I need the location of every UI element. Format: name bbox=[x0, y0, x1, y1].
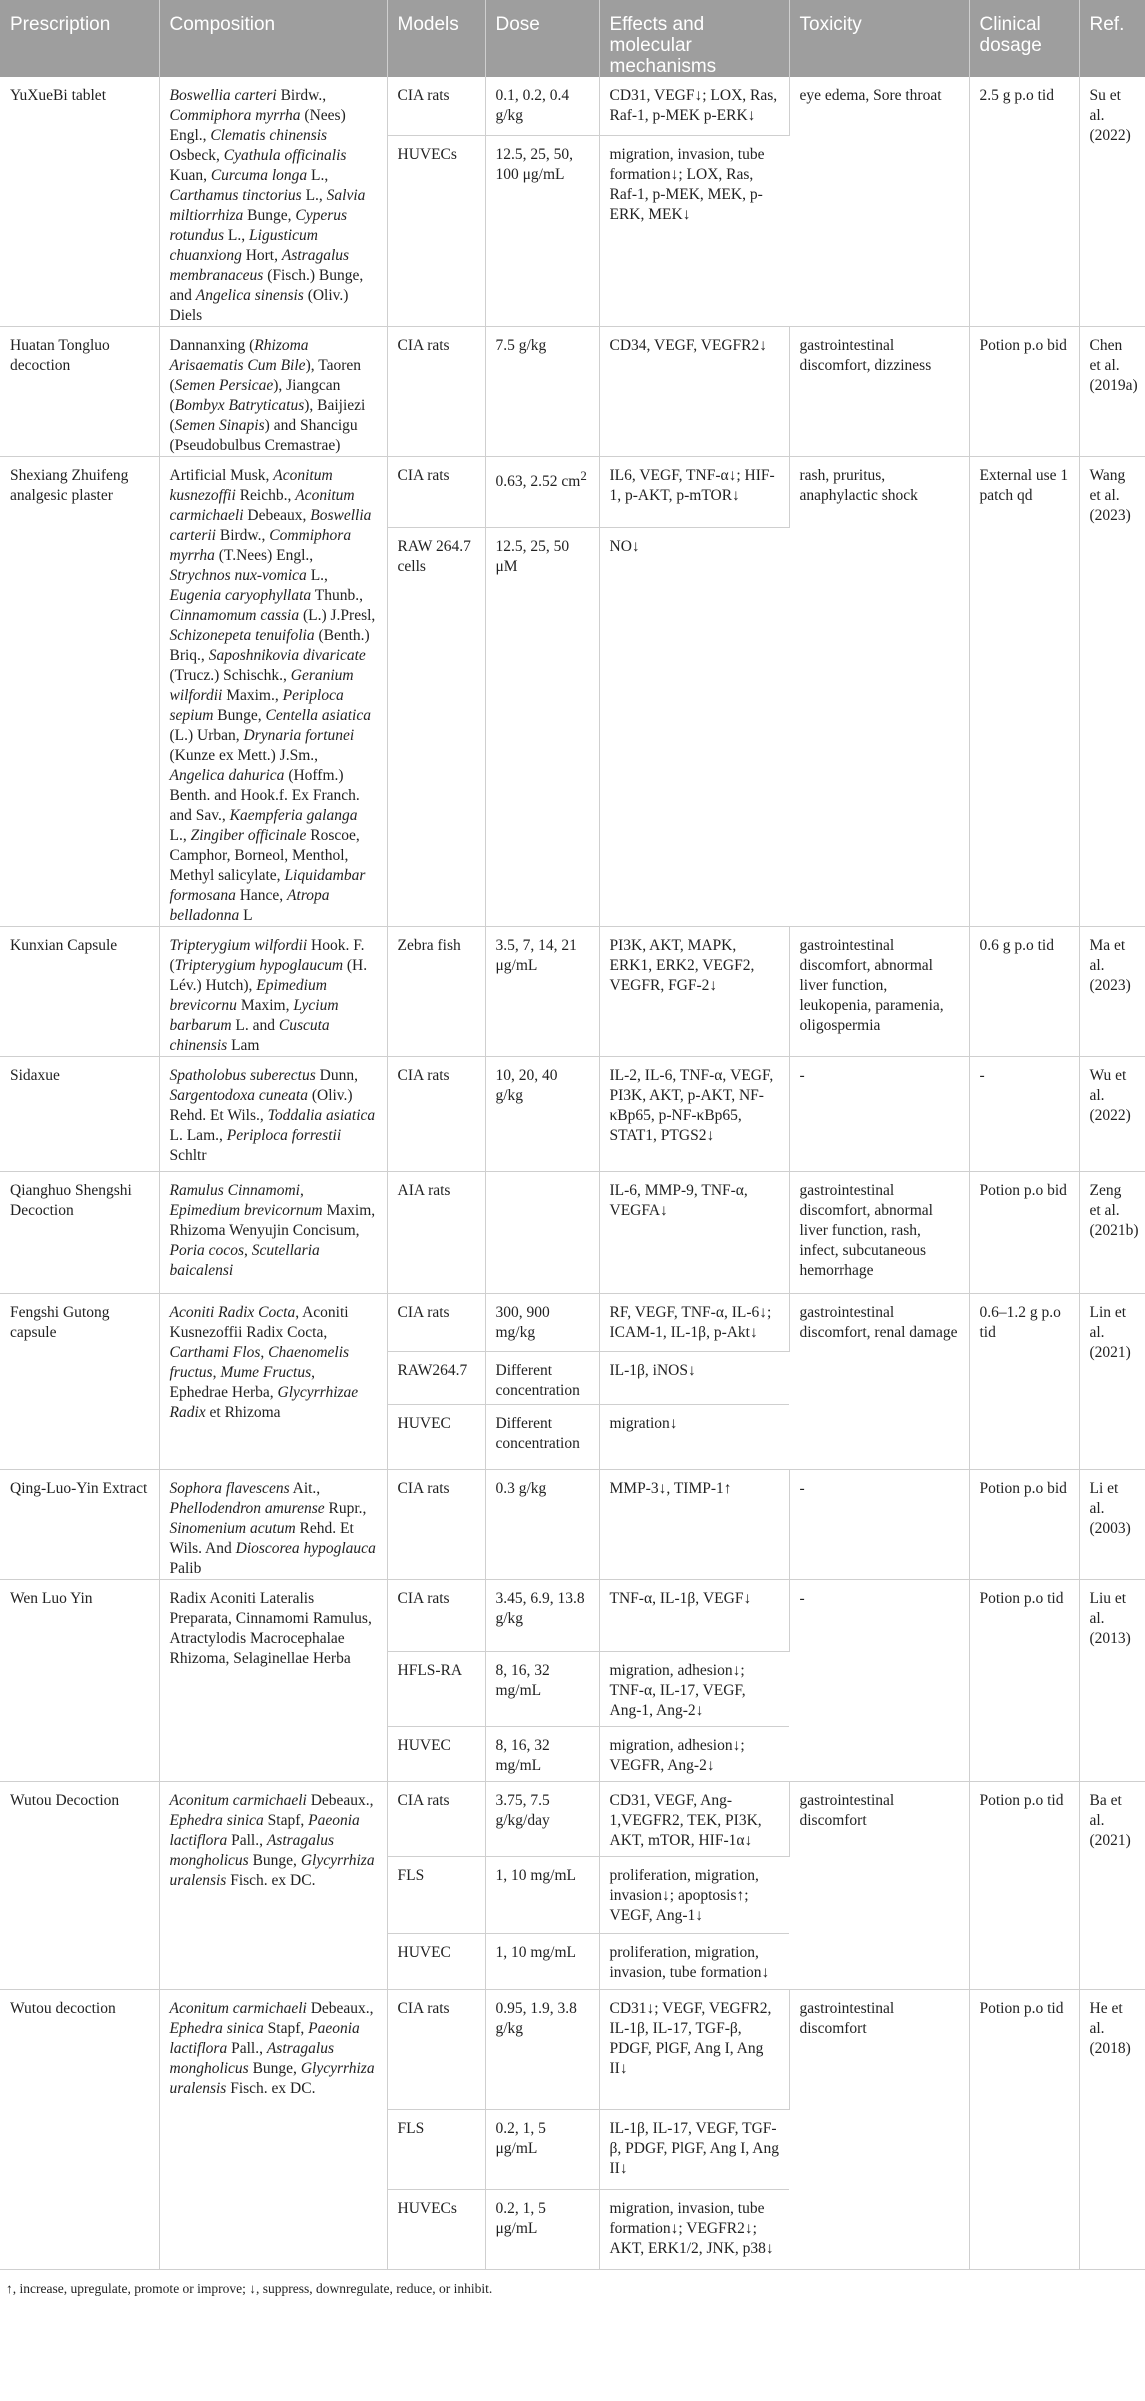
cell-dose: 12.5, 25, 50, 100 μg/mL bbox=[485, 136, 599, 327]
table-row bbox=[0, 1580, 1145, 1652]
cell-toxicity: - bbox=[789, 1057, 969, 1172]
cell-dose: 0.3 g/kg bbox=[485, 1470, 599, 1580]
cell-toxicity: - bbox=[789, 1580, 969, 1782]
cell-toxicity: eye edema, Sore throat bbox=[789, 77, 969, 327]
cell-ref: Wang et al. (2023) bbox=[1079, 457, 1145, 927]
cell-dose: 0.2, 1, 5 μg/mL bbox=[485, 2110, 599, 2190]
cell-toxicity: gastrointestinal discomfort bbox=[789, 1782, 969, 1990]
cell-effects: MMP-3↓, TIMP-1↑ bbox=[599, 1470, 789, 1580]
cell-effects: NO↓ bbox=[599, 528, 789, 927]
cell-prescription: Wutou Decoction bbox=[0, 1782, 159, 1990]
table-row bbox=[0, 1172, 1145, 1294]
table-row bbox=[0, 1057, 1145, 1172]
cell-dose: 7.5 g/kg bbox=[485, 327, 599, 457]
cell-composition: Tripterygium wilfordii Hook. F. (Tripterygium hypoglaucum (H. Lév.) Hutch), Epimedium brevicornu Maxim, Lycium barbarum L. and Cuscuta chinensis Lam bbox=[159, 927, 387, 1057]
cell-effects: IL-1β, iNOS↓ bbox=[599, 1352, 789, 1405]
cell-dose: 0.63, 2.52 $cm^2$ bbox=[485, 457, 599, 528]
cell-ref: He et al. (2018) bbox=[1079, 1990, 1145, 2270]
cell-effects: migration↓ bbox=[599, 1405, 789, 1470]
cell-model: HUVEC bbox=[387, 1727, 485, 1782]
table-row bbox=[0, 457, 1145, 528]
cell-clinical-dosage: - bbox=[969, 1057, 1079, 1172]
cell-model: CIA rats bbox=[387, 327, 485, 457]
cell-ref: Li et al. (2003) bbox=[1079, 1470, 1145, 1580]
header-models: Models bbox=[387, 0, 485, 77]
cell-dose: 1, 10 mg/mL bbox=[485, 1857, 599, 1934]
cell-effects: migration, invasion, tube formation↓; LOX, Ras, Raf-1, p-MEK, MEK, p-ERK, MEK↓ bbox=[599, 136, 789, 327]
cell-dose: 0.2, 1, 5 μg/mL bbox=[485, 2190, 599, 2270]
cell-effects: IL-2, IL-6, TNF-α, VEGF, PI3K, AKT, p-AKT, NF-κBp65, p-NF-κBp65, STAT1, PTGS2↓ bbox=[599, 1057, 789, 1172]
table-row bbox=[0, 77, 1145, 136]
cell-model: CIA rats bbox=[387, 1782, 485, 1857]
cell-composition: Spatholobus suberectus Dunn, Sargentodoxa cuneata (Oliv.) Rehd. Et Wils., Toddalia asiatica L. Lam., Periploca forrestii Schltr bbox=[159, 1057, 387, 1172]
cell-dose: 3.45, 6.9, 13.8 g/kg bbox=[485, 1580, 599, 1652]
cell-prescription: Fengshi Gutong capsule bbox=[0, 1294, 159, 1470]
table-body bbox=[0, 77, 1145, 2270]
header-toxicity: Toxicity bbox=[789, 0, 969, 77]
cell-model: CIA rats bbox=[387, 1470, 485, 1580]
cell-clinical-dosage: Potion p.o bid bbox=[969, 1470, 1079, 1580]
cell-prescription: Wutou decoction bbox=[0, 1990, 159, 2270]
cell-model: Zebra fish bbox=[387, 927, 485, 1057]
cell-toxicity: gastrointestinal discomfort, dizziness bbox=[789, 327, 969, 457]
cell-clinical-dosage: External use 1 patch qd bbox=[969, 457, 1079, 927]
cell-dose: 0.95, 1.9, 3.8 g/kg bbox=[485, 1990, 599, 2110]
cell-model: HUVECs bbox=[387, 136, 485, 327]
table-row bbox=[0, 1990, 1145, 2110]
cell-dose: 300, 900 mg/kg bbox=[485, 1294, 599, 1352]
cell-dose: 1, 10 mg/mL bbox=[485, 1934, 599, 1990]
cell-ref: Chen et al. (2019a) bbox=[1079, 327, 1145, 457]
cell-effects: proliferation, migration, invasion, tube formation↓ bbox=[599, 1934, 789, 1990]
table-header bbox=[0, 0, 1145, 77]
table-row bbox=[0, 1294, 1145, 1352]
cell-clinical-dosage: Potion p.o tid bbox=[969, 1782, 1079, 1990]
cell-ref: Wu et al. (2022) bbox=[1079, 1057, 1145, 1172]
cell-model: FLS bbox=[387, 2110, 485, 2190]
cell-toxicity: rash, pruritus, anaphylactic shock bbox=[789, 457, 969, 927]
cell-model: CIA rats bbox=[387, 1990, 485, 2110]
cell-composition: Aconitum carmichaeli Debeaux., Ephedra sinica Stapf, Paeonia lactiflora Pall., Astragalus mongholicus Bunge, Glycyrrhiza uralensis Fisch. ex DC. bbox=[159, 1990, 387, 2270]
cell-composition: Dannanxing (Rhizoma Arisaematis Cum Bile), Taoren (Semen Persicae), Jiangcan (Bombyx Batryticatus), Baijiezi (Semen Sinapis) and Shancigu (Pseudobulbus Cremastrae) bbox=[159, 327, 387, 457]
table-footnote: ↑, increase, upregulate, promote or improve; ↓, suppress, downregulate, reduce, or inhibit. bbox=[6, 2281, 493, 2296]
cell-dose: 3.75, 7.5 g/kg/day bbox=[485, 1782, 599, 1857]
cell-model: CIA rats bbox=[387, 1294, 485, 1352]
cell-model: CIA rats bbox=[387, 1057, 485, 1172]
cell-clinical-dosage: Potion p.o bid bbox=[969, 1172, 1079, 1294]
header-effects: Effects and molecular mechanisms bbox=[599, 0, 789, 77]
cell-effects: proliferation, migration, invasion↓; apoptosis↑; VEGF, Ang-1↓ bbox=[599, 1857, 789, 1934]
header-composition: Composition bbox=[159, 0, 387, 77]
table-row bbox=[0, 927, 1145, 1057]
cell-clinical-dosage: Potion p.o bid bbox=[969, 327, 1079, 457]
cell-prescription: Wen Luo Yin bbox=[0, 1580, 159, 1782]
cell-prescription: Kunxian Capsule bbox=[0, 927, 159, 1057]
cell-clinical-dosage: 0.6 g p.o tid bbox=[969, 927, 1079, 1057]
cell-effects: TNF-α, IL-1β, VEGF↓ bbox=[599, 1580, 789, 1652]
cell-ref: Ba et al. (2021) bbox=[1079, 1782, 1145, 1990]
cell-ref: Zeng et al. (2021b) bbox=[1079, 1172, 1145, 1294]
cell-effects: migration, adhesion↓; TNF-α, IL-17, VEGF, Ang-1, Ang-2↓ bbox=[599, 1652, 789, 1727]
cell-dose: Different concentration bbox=[485, 1352, 599, 1405]
cell-toxicity: - bbox=[789, 1470, 969, 1580]
cell-model: CIA rats bbox=[387, 77, 485, 136]
cell-effects: migration, adhesion↓; VEGFR, Ang-2↓ bbox=[599, 1727, 789, 1782]
cell-effects: CD31, VEGF↓; LOX, Ras, Raf-1, p-MEK p-ERK↓ bbox=[599, 77, 789, 136]
cell-clinical-dosage: 0.6–1.2 g p.o tid bbox=[969, 1294, 1079, 1470]
cell-effects: migration, invasion, tube formation↓; VEGFR2↓; AKT, ERK1/2, JNK, p38↓ bbox=[599, 2190, 789, 2270]
cell-dose: 12.5, 25, 50 μM bbox=[485, 528, 599, 927]
cell-ref: Ma et al. (2023) bbox=[1079, 927, 1145, 1057]
cell-model: AIA rats bbox=[387, 1172, 485, 1294]
cell-model: HUVECs bbox=[387, 2190, 485, 2270]
cell-clinical-dosage: Potion p.o tid bbox=[969, 1580, 1079, 1782]
cell-effects: RF, VEGF, TNF-α, IL-6↓; ICAM-1, IL-1β, p-Akt↓ bbox=[599, 1294, 789, 1352]
cell-toxicity: gastrointestinal discomfort, abnormal liver function, leukopenia, paramenia, oligospermia bbox=[789, 927, 969, 1057]
cell-model: CIA rats bbox=[387, 1580, 485, 1652]
cell-prescription: Qianghuo Shengshi Decoction bbox=[0, 1172, 159, 1294]
cell-model: RAW 264.7 cells bbox=[387, 528, 485, 927]
cell-effects: IL6, VEGF, TNF-α↓; HIF-1, p-AKT, p-mTOR↓ bbox=[599, 457, 789, 528]
cell-prescription: YuXueBi tablet bbox=[0, 77, 159, 327]
cell-composition: Aconiti Radix Cocta, Aconiti Kusnezoffii Radix Cocta, Carthami Flos, Chaenomelis fructus, Mume Fructus, Ephedrae Herba, Glycyrrhizae Radix et Rhizoma bbox=[159, 1294, 387, 1470]
cell-dose: 3.5, 7, 14, 21 μg/mL bbox=[485, 927, 599, 1057]
cell-toxicity: gastrointestinal discomfort bbox=[789, 1990, 969, 2270]
cell-composition: Boswellia carteri Birdw., Commiphora myrrha (Nees) Engl., Clematis chinensis Osbeck, Cyathula officinalis Kuan, Curcuma longa L., Carthamus tinctorius L., Salvia miltiorrhiza Bunge, Cyperus rotundus L., Ligusticum chuanxiong Hort, Astragalus membranaceus (Fisch.) Bunge, and Angelica sinensis (Oliv.) Diels bbox=[159, 77, 387, 327]
cell-composition: Ramulus Cinnamomi, Epimedium brevicornum Maxim, Rhizoma Wenyujin Concisum, Poria cocos, Scutellaria baicalensi bbox=[159, 1172, 387, 1294]
cell-effects: IL-1β, IL-17, VEGF, TGF-β, PDGF, PlGF, Ang I, Ang II↓ bbox=[599, 2110, 789, 2190]
cell-ref: Lin et al. (2021) bbox=[1079, 1294, 1145, 1470]
cell-model: CIA rats bbox=[387, 457, 485, 528]
cell-model: HUVEC bbox=[387, 1934, 485, 1990]
cell-prescription: Huatan Tongluo decoction bbox=[0, 327, 159, 457]
table-row bbox=[0, 327, 1145, 457]
header-dose: Dose bbox=[485, 0, 599, 77]
cell-composition: Sophora flavescens Ait., Phellodendron amurense Rupr., Sinomenium acutum Rehd. Et Wils. And Dioscorea hypoglauca Palib bbox=[159, 1470, 387, 1580]
cell-effects: PI3K, AKT, MAPK, ERK1, ERK2, VEGF2, VEGFR, FGF-2↓ bbox=[599, 927, 789, 1057]
cell-clinical-dosage: Potion p.o tid bbox=[969, 1990, 1079, 2270]
cell-ref: Liu et al. (2013) bbox=[1079, 1580, 1145, 1782]
header-ref: Ref. bbox=[1079, 0, 1145, 77]
cell-model: HUVEC bbox=[387, 1405, 485, 1470]
cell-ref: Su et al. (2022) bbox=[1079, 77, 1145, 327]
cell-dose bbox=[485, 1172, 599, 1294]
header-prescription: Prescription bbox=[0, 0, 159, 77]
cell-prescription: Sidaxue bbox=[0, 1057, 159, 1172]
cell-composition: Artificial Musk, Aconitum kusnezoffii Reichb., Aconitum carmichaeli Debeaux, Boswellia carterii Birdw., Commiphora myrrha (T.Nees) Engl., Strychnos nux-vomica L., Eugenia caryophyllata Thunb., Cinnamomum cassia (L.) J.Presl, Schizonepeta tenuifolia (Benth.) Briq., Saposhnikovia divaricate (Trucz.) Schischk., Geranium wilfordii Maxim., Periploca sepium Bunge, Centella asiatica (L.) Urban, Drynaria fortunei (Kunze ex Mett.) J.Sm., Angelica dahurica (Hoffm.) Benth. and Hook.f. Ex Franch. and Sav., Kaempferia galanga L., Zingiber officinale Roscoe, Camphor, Borneol, Menthol, Methyl salicylate, Liquidambar formosana Hance, Atropa belladonna L bbox=[159, 457, 387, 927]
cell-model: HFLS-RA bbox=[387, 1652, 485, 1727]
cell-prescription: Shexiang Zhuifeng analgesic plaster bbox=[0, 457, 159, 927]
cell-effects: IL-6, MMP-9, TNF-α, VEGFA↓ bbox=[599, 1172, 789, 1294]
table-row bbox=[0, 1782, 1145, 1857]
cell-prescription: Qing-Luo-Yin Extract bbox=[0, 1470, 159, 1580]
cell-dose: 8, 16, 32 mg/mL bbox=[485, 1727, 599, 1782]
cell-dose: Different concentration bbox=[485, 1405, 599, 1470]
cell-clinical-dosage: 2.5 g p.o tid bbox=[969, 77, 1079, 327]
cell-effects: CD34, VEGF, VEGFR2↓ bbox=[599, 327, 789, 457]
table-row bbox=[0, 1470, 1145, 1580]
cell-dose: 0.1, 0.2, 0.4 g/kg bbox=[485, 77, 599, 136]
cell-toxicity: gastrointestinal discomfort, abnormal liver function, rash, infect, subcutaneous hemorrhage bbox=[789, 1172, 969, 1294]
cell-composition: Radix Aconiti Lateralis Preparata, Cinnamomi Ramulus, Atractylodis Macrocephalae Rhizoma, Selaginellae Herba bbox=[159, 1580, 387, 1782]
cell-composition: Aconitum carmichaeli Debeaux., Ephedra sinica Stapf, Paeonia lactiflora Pall., Astragalus mongholicus Bunge, Glycyrrhiza uralensis Fisch. ex DC. bbox=[159, 1782, 387, 1990]
cell-dose: 8, 16, 32 mg/mL bbox=[485, 1652, 599, 1727]
cell-effects: CD31, VEGF, Ang-1,VEGFR2, TEK, PI3K, AKT, mTOR, HIF-1α↓ bbox=[599, 1782, 789, 1857]
cell-toxicity: gastrointestinal discomfort, renal damage bbox=[789, 1294, 969, 1470]
cell-dose: 10, 20, 40 g/kg bbox=[485, 1057, 599, 1172]
cell-model: FLS bbox=[387, 1857, 485, 1934]
cell-model: RAW264.7 bbox=[387, 1352, 485, 1405]
cell-effects: CD31↓; VEGF, VEGFR2, IL-1β, IL-17, TGF-β, PDGF, PlGF, Ang I, Ang II↓ bbox=[599, 1990, 789, 2110]
header-clinical-dosage: Clinical dosage bbox=[969, 0, 1079, 77]
